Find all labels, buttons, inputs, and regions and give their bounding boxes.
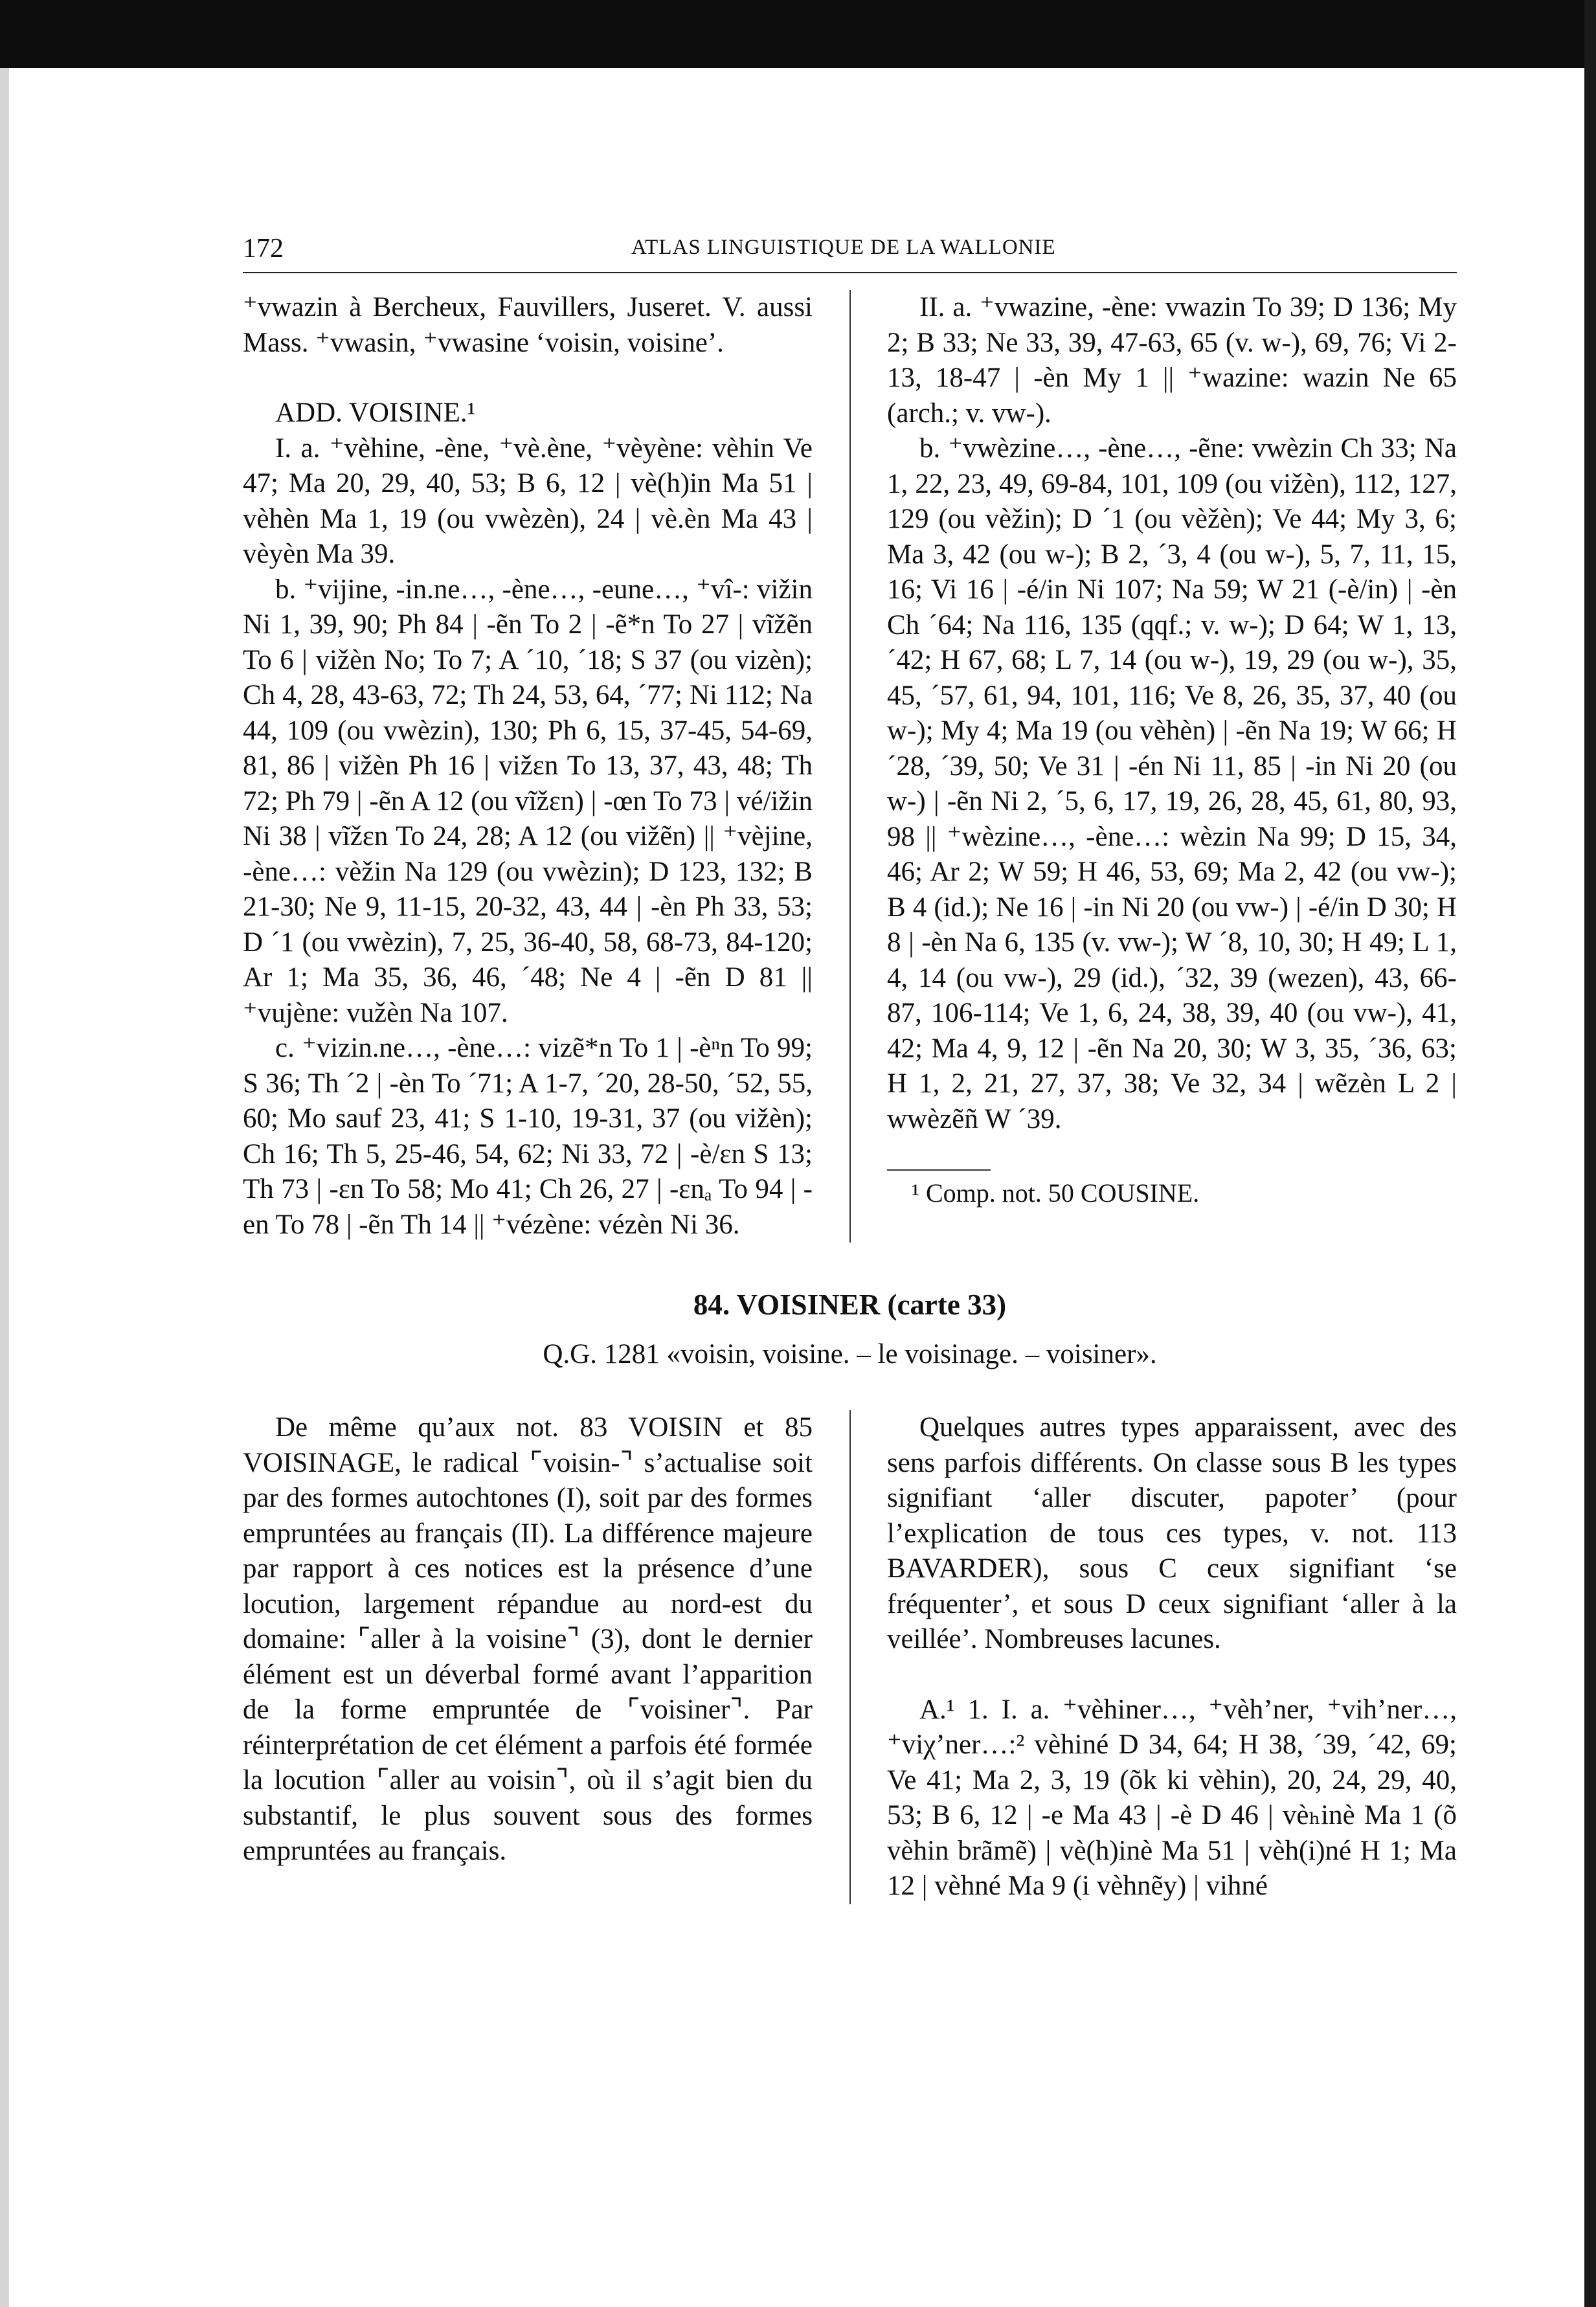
- paragraph: b. ⁺vijine, -in.ne…, -ène…, -eune…, ⁺vî-: vižin Ni 1, 39, 90; Ph 84 | -ẽn To 2 | -ẽ*n To 27 | vĩžẽn To 6 | vižèn No; To 7; A ´10, ´18; S 37 (ou vizèn); Ch 4, 28, 43-63, 72; Th 24, 53, 64, ´77; Ni 112; Na 44, 109 (ou vwèzin), 130; Ph 6, 15, 37-45, 54-69, 81, 86 | vižèn Ph 16 | vižɛn To 13, 37, 43, 48; Th 72; Ph 79 | -ẽn A 12 (ou vĩžɛn) | -œn To 73 | vé/ižin Ni 38 | vĩžɛn To 24, 28; A 12 (ou vižẽn) || ⁺vèjine, -ène…: vèžin Na 129 (ou vwèzin); D 123, 132; B 21-30; Ne 9, 11-15, 20-32, 43, 44 | -èn Ph 33, 53; D ´1 (ou vwèzin), 7, 25, 36-40, 58, 68-73, 84-120; Ar 1; Ma 35, 36, 46, ´48; Ne 4 | -ẽn D 81 || ⁺vujène: vužèn Na 107.: [243, 574, 813, 1028]
- running-header: [243, 227, 1457, 273]
- article-title: 84. VOISINER (carte 33): [693, 1289, 1007, 1321]
- footnote-text: ¹ Comp. not. 50 COUSINE.: [912, 1178, 1200, 1208]
- page-number: 172: [243, 234, 284, 264]
- footnote-rule: [887, 1169, 991, 1171]
- scan-top-border: [0, 0, 1596, 68]
- article-subtitle: Q.G. 1281 «voisin, voisine. – le voisinage. – voisiner».: [543, 1339, 1157, 1369]
- top-columns: [243, 290, 1457, 1243]
- bottom-columns: [243, 1410, 1457, 1904]
- paragraph: ⁺vwazin à Bercheux, Fauvillers, Juseret. V. aussi Mass. ⁺vwasin, ⁺vwasine ‘voisin, voisine’.: [243, 292, 813, 358]
- bottom-right-column: [887, 1410, 1457, 1904]
- paragraph: c. ⁺vizin.ne…, -ène…: vizẽ*n To 1 | -èⁿn To 99; S 36; Th ´2 | -èn To ´71; A 1-7, ´20, 28-50, ´52, 55, 60; Mo sauf 23, 41; S 1-10, 19-31, 37 (ou vižèn); Ch 16; Th 5, 25-46, 54, 62; Ni 33, 72 | -è/ɛn S 13; Th 73 | -ɛn To 58; Mo 41; Ch 26, 27 | -ɛnₐ To 94 | -en To 78 | -ẽn Th 14 || ⁺vézène: vézèn Ni 36.: [243, 1033, 813, 1240]
- running-title: ATLAS LINGUISTIQUE DE LA WALLONIE: [631, 236, 1056, 259]
- addendum-heading: ADD. VOISINE.¹: [275, 398, 476, 428]
- scan-right-border: [1584, 0, 1596, 2307]
- footnote: [887, 1169, 1457, 1210]
- page: [243, 227, 1457, 1904]
- paragraph: b. ⁺vwèzine…, -ène…, -ẽne: vwèzin Ch 33; Na 1, 22, 23, 49, 69-84, 101, 109 (ou vižèn), 112, 127, 129 (ou vèžin); D ´1 (ou vèžèn); Ve 44; My 3, 6; Ma 3, 42 (ou w-); B 2, ´3, 4 (ou w-), 5, 7, 11, 15, 16; Vi 16 | -é/in Ni 107; Na 59; W 21 (-è/in) | -èn Ch ´64; Na 116, 135 (qqf.; v. w-); D 64; W 1, 13, ´42; H 67, 68; L 7, 14 (ou w-), 19, 29 (ou w-), 35, 45, ´57, 61, 94, 101, 116; Ve 8, 26, 35, 37, 40 (ou w-); My 4; Ma 19 (ou vèhèn) | -ẽn Na 19; W 66; H ´28, ´39, 50; Ve 31 | -én Ni 11, 85 | -in Ni 20 (ou w-) | -ẽn Ni 2, ´5, 6, 17, 19, 26, 28, 45, 61, 80, 93, 98 || ⁺wèzine…, -ène…: wèzin Na 99; D 15, 34, 46; Ar 2; W 59; H 46, 53, 69; Ma 2, 42 (ou vw-); B 4 (id.); Ne 16 | -in Ni 20 (ou vw-) | -é/in D 30; H 8 | -èn Na 6, 135 (v. vw-); W ´8, 10, 30; H 49; L 1, 4, 14 (ou vw-), 29 (id.), ´32, 39 (wezen), 43, 66-87, 106-114; Ve 1, 6, 24, 38, 39, 40 (ou vw-), 41, 42; Ma 4, 9, 12 | -ẽn Na 20, 30; W 3, 35, ´36, 63; H 1, 2, 21, 27, 37, 38; Ve 32, 34 | wẽzèn L 2 | wwèzẽñ W ´39.: [887, 433, 1457, 1134]
- bottom-left-column: [243, 1410, 813, 1904]
- column-divider: [849, 290, 851, 1243]
- paragraph: Quelques autres types apparaissent, avec des sens parfois différents. On classe sous B les types signifiant ‘aller discuter, papoter’ (pour l’explication de tous ces types, v. not. 113 BAVARDER), sous C ceux signifiant ‘se fréquenter’, et sous D ceux signifiant ‘aller à la veillée’. Nombreuses lacunes.: [887, 1412, 1457, 1654]
- top-right-column: [887, 290, 1457, 1243]
- column-divider: [849, 1410, 851, 1904]
- paragraph: A.¹ 1. I. a. ⁺vèhiner…, ⁺vèh’ner, ⁺vih’ner…, ⁺viχ’ner…:² vèhiné D 34, 64; H 38, ´39, ´42, 69; Ve 41; Ma 2, 3, 19 (õk ki vèhin), 20, 24, 29, 40, 53; B 6, 12 | -e Ma 43 | -è D 46 | vèₕinè Ma 1 (õ vèhin brãmẽ) | vè(h)inè Ma 51 | vèh(i)né H 1; Ma 12 | vèhné Ma 9 (i vèhnẽy) | vihné: [887, 1694, 1457, 1901]
- paragraph: II. a. ⁺vwazine, -ène: vwazin To 39; D 136; My 2; B 33; Ne 33, 39, 47-63, 65 (v. w-), 69, 76; Vi 2-13, 18-47 | -èn My 1 || ⁺wazine: wazin Ne 65 (arch.; v. vw-).: [887, 292, 1457, 429]
- scan-left-shadow: [0, 68, 9, 2307]
- top-left-column: [243, 290, 813, 1243]
- paragraph: De même qu’aux not. 83 VOISIN et 85 VOISINAGE, le radical ⌜voisin-⌝ s’actualise soit par des formes autochtones (I), soit par des formes empruntées au français (II). La différence majeure par rapport à ces notices est la présence d’une locution, largement répandue au nord-est du domaine: ⌜aller à la voisine⌝ (3), dont le dernier élément est un déverbal formé avant l’apparition de la forme empruntée de ⌜voisiner⌝. Par réinterprétation de cet élément a parfois été formée la locution ⌜aller au voisin⌝, où il s’agit bien du substantif, le plus souvent sous des formes empruntées au français.: [243, 1412, 813, 1866]
- paragraph: I. a. ⁺vèhine, -ène, ⁺vè.ène, ⁺vèyène: vèhin Ve 47; Ma 20, 29, 40, 53; B 6, 12 | vè(h)in Ma 51 | vèhèn Ma 1, 19 (ou vwèzèn), 24 | vè.èn Ma 43 | vèyèn Ma 39.: [243, 433, 813, 569]
